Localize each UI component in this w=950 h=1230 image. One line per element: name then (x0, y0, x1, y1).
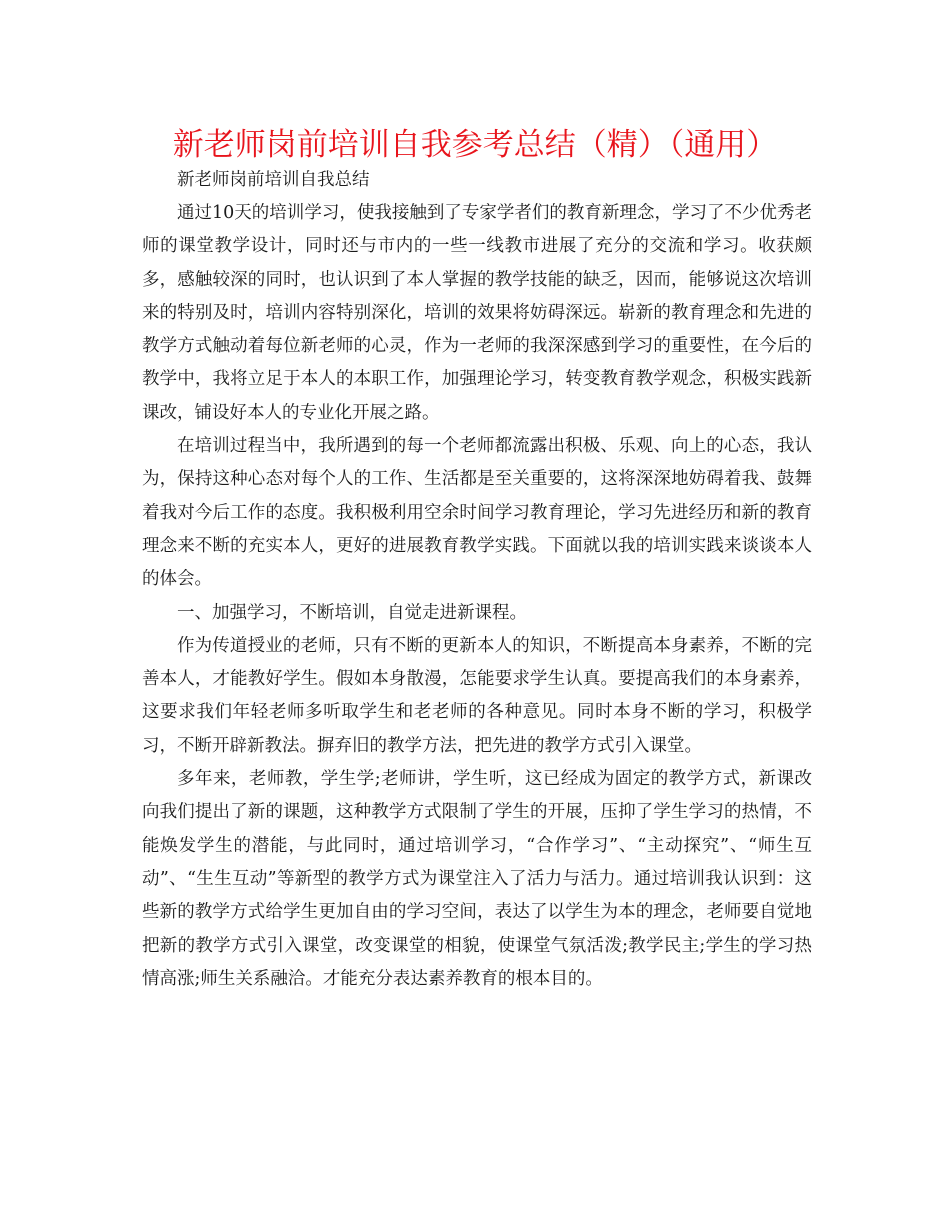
paragraph-teaching-methods: 多年来，老师教，学生学;老师讲，学生听，这已经成为固定的教学方式，新课改向我们提出了新的课题，这种教学方式限制了学生的开展，压抑了学生学习的热情，不能焕发学生的潜能，与此同时，通过培训学习，“合作学习”、“主动探究”、“师生互动”、“生生互动”等新型的教学方式为课堂注入了活力与活力。通过培训我认识到：这些新的教学方式给学生更加自由的学习空间，表达了以学生为本的理念，老师要自觉地把新的教学方式引入课堂，改变课堂的相貌，使课堂气氛活泼;教学民主;学生的学习热情高涨;师生关系融洽。才能充分表达素养教育的根本目的。 (142, 769, 812, 989)
section-heading: 一、加强学习，不断培训，自觉走进新课程。 (177, 602, 527, 623)
document-body (142, 166, 812, 996)
paragraph-training-process: 在培训过程当中，我所遇到的每一个老师都流露出积极、乐观、向上的心态，我认为，保持这种心态对每个人的工作、生活都是至关重要的，这将深深地妨碍着我、鼓舞着我对今后工作的态度。我积极利用空余时间学习教育理论，学习先进经历和新的教育理念来不断的充实本人，更好的进展教育教学实践。下面就以我的培训实践来谈谈本人的体会。 (142, 436, 812, 590)
document-title: 新老师岗前培训自我参考总结（精）（通用） (172, 127, 778, 163)
paragraph-self-improvement: 作为传道授业的老师，只有不断的更新本人的知识，不断提高本身素养，不断的完善本人，才能教好学生。假如本身散漫，怎能要求学生认真。要提高我们的本身素养，这要求我们年轻老师多听取学生和老老师的各种意见。同时本身不断的学习，积极学习，不断开辟新教法。摒弃旧的教学方法，把先进的教学方式引入课堂。 (142, 635, 812, 756)
document-subtitle: 新老师岗前培训自我总结 (177, 170, 370, 190)
paragraph-intro: 通过10天的培训学习，使我接触到了专家学者们的教育新理念，学习了不少优秀老师的课堂教学设计，同时还与市内的一些一线教市进展了充分的交流和学习。收获颇多，感触较深的同时，也认识到了本人掌握的教学技能的缺乏，因而，能够说这次培训来的特别及时，培训内容特别深化，培训的效果将妨碍深远。崭新的教育理念和先进的教学方式触动着每位新老师的心灵，作为一老师的我深深感到学习的重要性，在今后的教学中，我将立足于本人的本职工作，加强理论学习，转变教育教学观念，积极实践新课改，铺设好本人的专业化开展之路。 (142, 203, 812, 423)
